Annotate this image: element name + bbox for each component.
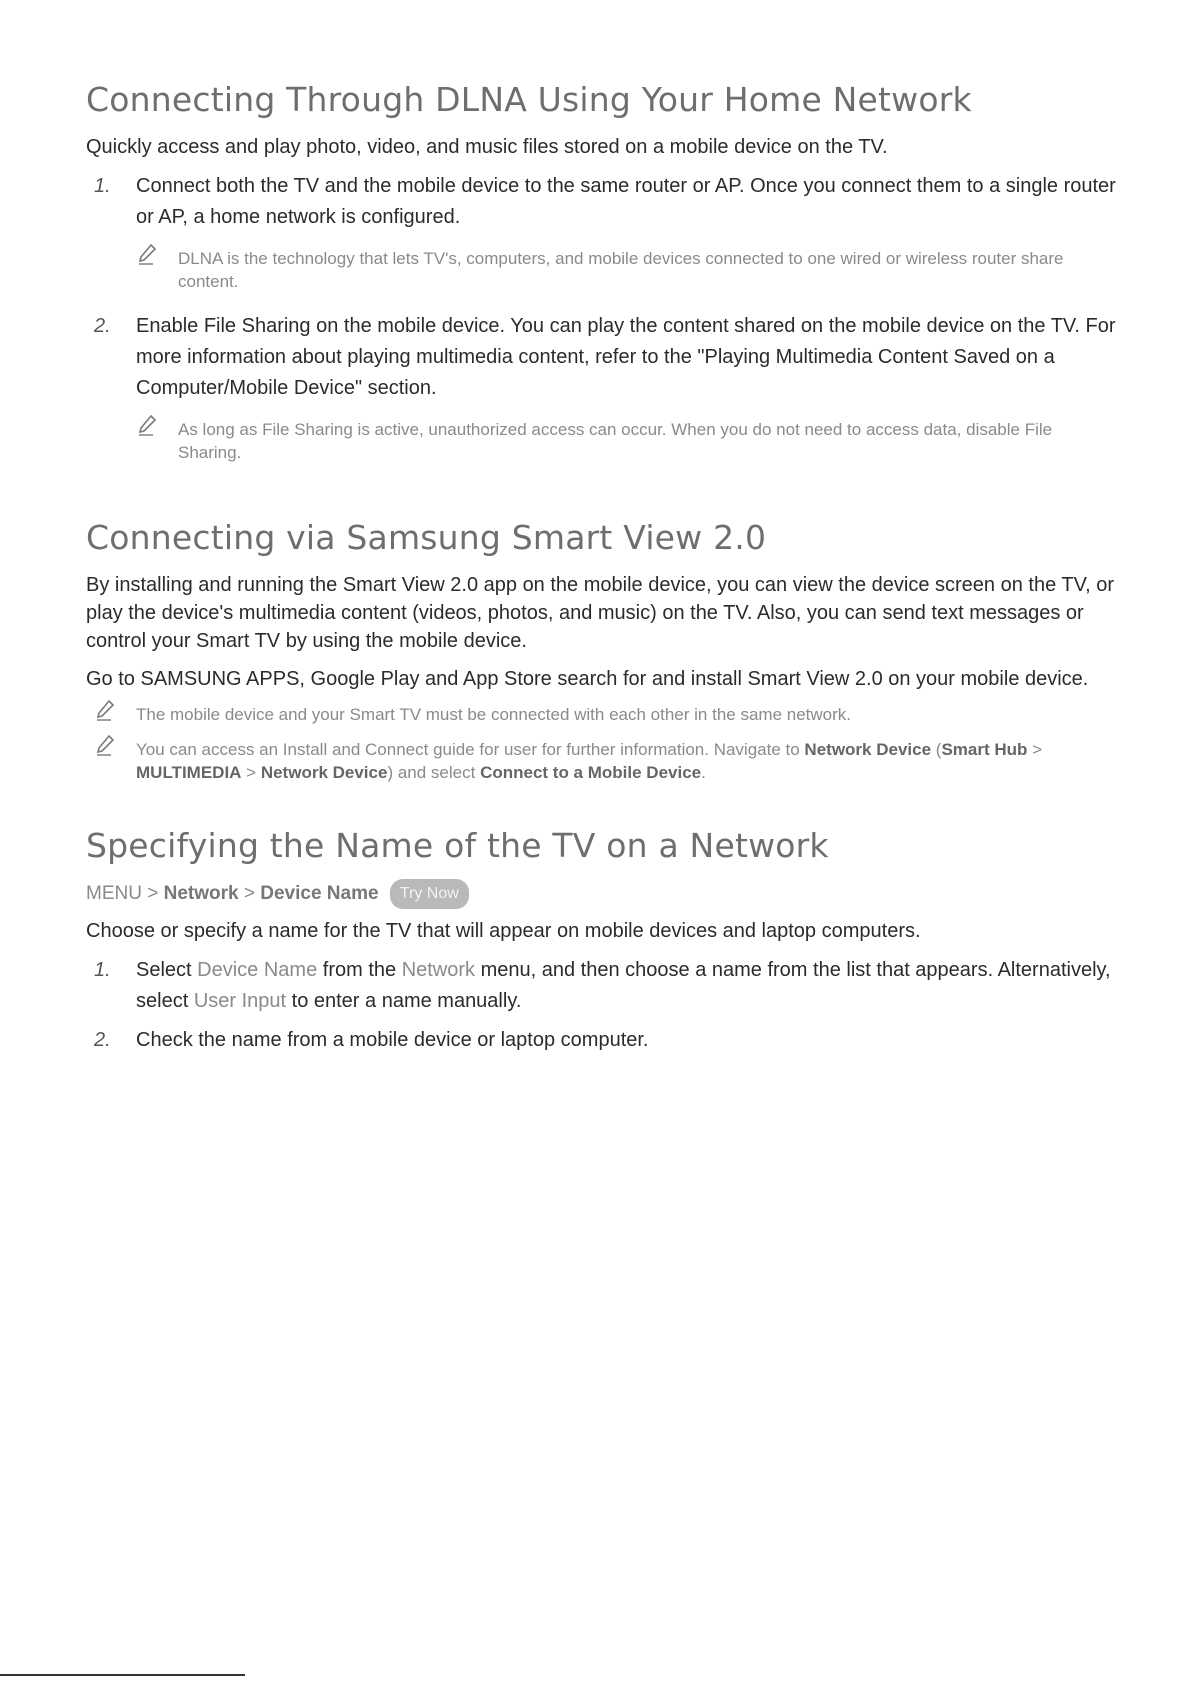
note-text: ) and select: [387, 763, 481, 782]
dlna-intro: Quickly access and play photo, video, and music files stored on a mobile device on the TV.: [86, 136, 888, 158]
note-text: .: [701, 763, 706, 782]
menu-ref-network-device-2: Network Device: [260, 763, 388, 782]
ref-user-input: User Input: [193, 990, 287, 1012]
step-number: 1.: [94, 175, 111, 197]
tv-name-step-1: [86, 955, 1116, 1017]
menu-ref-multimedia: MULTIMEDIA: [136, 763, 242, 782]
menu-path-network: Network: [163, 883, 239, 905]
footer-rule: [0, 1674, 245, 1676]
menu-path-separator: >: [243, 883, 255, 905]
step-text: Enable File Sharing on the mobile device. You can play the content shared on the mobile device on the TV. For more information about playing multimedia content, refer to the "Playing Multimedia Content Saved on a Computer/Mobile Device" section.: [136, 315, 1116, 399]
note-text: DLNA is the technology that lets TV's, computers, and mobile devices connected to one wired or wireless router share content.: [178, 249, 1064, 291]
dlna-step-1: [86, 171, 1116, 233]
pencil-note-icon: [136, 243, 158, 267]
note-text: >: [1027, 740, 1043, 759]
menu-ref-connect-mobile: Connect to a Mobile Device: [480, 763, 702, 782]
pencil-note-icon: [94, 699, 116, 723]
tv-name-intro: Choose or specify a name for the TV that will appear on mobile devices and laptop computers.: [86, 920, 921, 942]
note-text: >: [241, 763, 261, 782]
note-text: The mobile device and your Smart TV must be connected with each other in the same network.: [136, 705, 851, 724]
step-number: 2.: [94, 1029, 111, 1051]
dlna-note-1: [86, 247, 1116, 293]
ref-device-name: Device Name: [197, 959, 318, 981]
menu-path-separator: >: [147, 883, 159, 905]
page-content: [86, 80, 1116, 1064]
section-title-tv-name: Specifying the Name of the TV on a Network: [86, 826, 829, 865]
step-text: to enter a name manually.: [286, 990, 522, 1012]
smart-view-para-1: By installing and running the Smart View 2.0 app on the mobile device, you can view the device screen on the TV, or play the device's multimedia content (videos, photos, and music) on the TV. Also, you can send text messages or control your Smart TV by using the mobile device.: [86, 574, 1115, 652]
step-text: Connect both the TV and the mobile device to the same router or AP. Once you connect them to a single router or AP, a home network is configured.: [136, 175, 1116, 228]
try-now-button[interactable]: Try Now: [390, 879, 469, 909]
pencil-note-icon: [94, 734, 116, 758]
section-title-smart-view: Connecting via Samsung Smart View 2.0: [86, 518, 767, 557]
step-text: Select: [136, 959, 198, 981]
menu-ref-network-device: Network Device: [804, 740, 932, 759]
menu-path-device-name: Device Name: [260, 883, 379, 905]
ref-network: Network: [401, 959, 476, 981]
menu-path: [86, 879, 1116, 909]
section-title-dlna: Connecting Through DLNA Using Your Home Network: [86, 80, 972, 119]
step-number: 1.: [94, 959, 111, 981]
step-text: menu, and then choose a name from the list that appears. Alternatively, select: [136, 959, 1111, 1012]
tv-name-step-2: [86, 1025, 1116, 1056]
menu-path-menu: MENU: [86, 883, 142, 905]
smart-view-note-2: [86, 738, 1116, 784]
step-text: Check the name from a mobile device or laptop computer.: [136, 1029, 649, 1051]
menu-ref-smart-hub: Smart Hub: [941, 740, 1028, 759]
pencil-note-icon: [136, 414, 158, 438]
smart-view-para-2: Go to SAMSUNG APPS, Google Play and App Store search for and install Smart View 2.0 on your mobile device.: [86, 668, 1089, 690]
note-text: As long as File Sharing is active, unauthorized access can occur. When you do not need to access data, disable File Sharing.: [178, 420, 1053, 462]
note-text: You can access an Install and Connect guide for user for further information. Navigate to: [136, 740, 805, 759]
dlna-note-2: [86, 418, 1116, 464]
note-text: (: [931, 740, 942, 759]
smart-view-note-1: [86, 703, 1116, 726]
step-number: 2.: [94, 315, 111, 337]
step-text: from the: [317, 959, 402, 981]
dlna-step-2: [86, 311, 1116, 404]
